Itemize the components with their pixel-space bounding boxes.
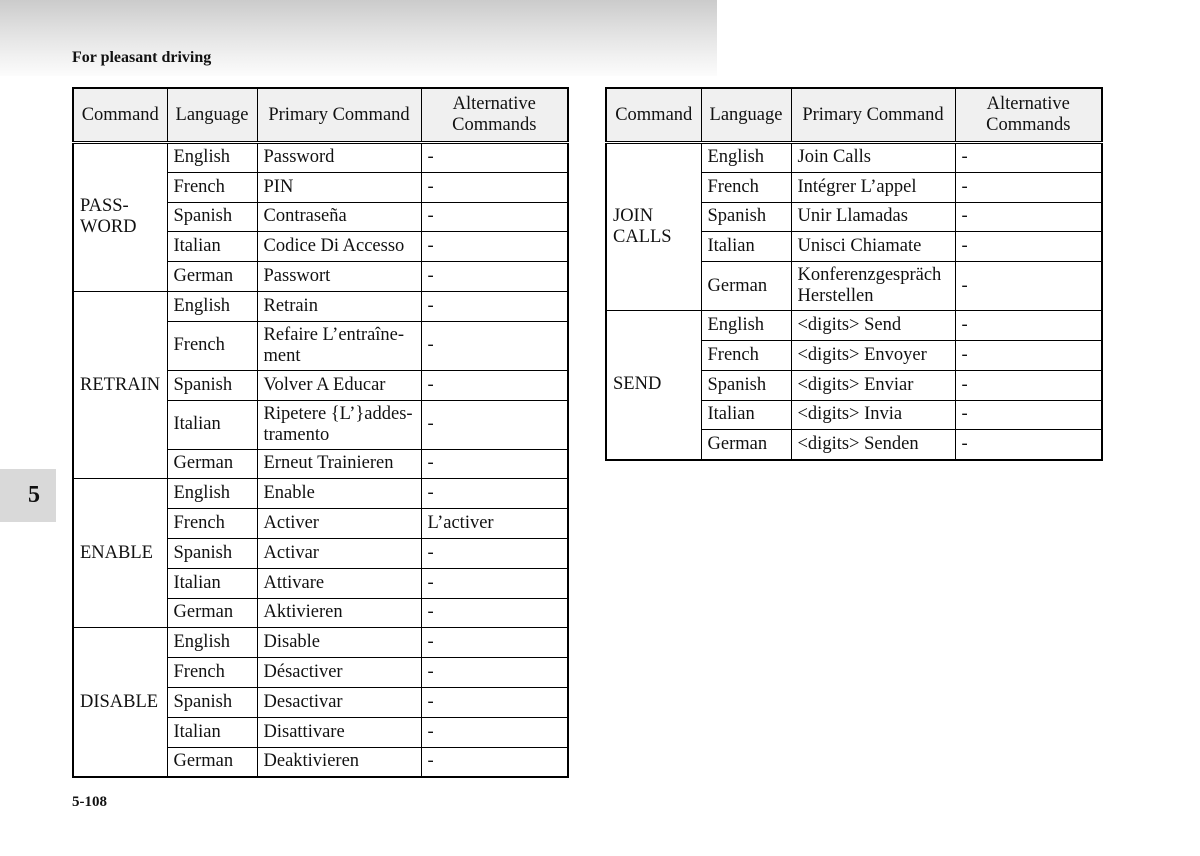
language-cell: French <box>701 340 791 370</box>
alternative-command-cell: - <box>955 430 1102 460</box>
primary-command-cell: Intégrer L’appel <box>791 172 955 202</box>
alternative-command-cell: - <box>421 658 568 688</box>
language-cell: English <box>701 143 791 173</box>
alternative-command-cell: L’activer <box>421 509 568 539</box>
chapter-number: 5 <box>28 482 40 508</box>
primary-command-cell: Désactiver <box>257 658 421 688</box>
header-row <box>606 88 1102 143</box>
primary-command-cell: Unisci Chiamate <box>791 232 955 262</box>
primary-command-cell: Desactivar <box>257 687 421 717</box>
primary-command-cell: <digits> Senden <box>791 430 955 460</box>
language-cell: Italian <box>167 568 257 598</box>
alternative-command-cell: - <box>421 400 568 449</box>
alternative-command-cell: - <box>421 370 568 400</box>
header-language: Language <box>701 88 791 143</box>
alternative-command-cell: - <box>421 143 568 173</box>
primary-command-cell: Join Calls <box>791 143 955 173</box>
primary-command-cell: Activar <box>257 538 421 568</box>
alternative-command-cell: - <box>955 172 1102 202</box>
alternative-command-cell: - <box>955 311 1102 341</box>
primary-command-cell: Volver A Educar <box>257 370 421 400</box>
language-cell: Spanish <box>701 202 791 232</box>
command-cell: ENABLE <box>73 479 167 628</box>
primary-command-cell: Ripetere {L’}addes- tramento <box>257 400 421 449</box>
primary-command-cell: Attivare <box>257 568 421 598</box>
table-row <box>73 143 568 173</box>
alternative-command-cell: - <box>955 400 1102 430</box>
table-body <box>73 143 568 777</box>
primary-command-cell: Aktivieren <box>257 598 421 628</box>
alternative-command-cell: - <box>421 291 568 321</box>
alternative-command-cell: - <box>955 340 1102 370</box>
voice-command-table-left <box>72 87 569 778</box>
language-cell: English <box>701 311 791 341</box>
alternative-command-cell: - <box>955 232 1102 262</box>
alternative-command-cell: - <box>421 628 568 658</box>
table-row <box>606 311 1102 341</box>
language-cell: Italian <box>701 400 791 430</box>
language-cell: French <box>701 172 791 202</box>
command-cell: RETRAIN <box>73 291 167 478</box>
primary-command-cell: Activer <box>257 509 421 539</box>
command-cell: PASS- WORD <box>73 143 167 292</box>
alternative-command-cell: - <box>955 143 1102 173</box>
alternative-command-cell: - <box>421 598 568 628</box>
table-row <box>73 628 568 658</box>
language-cell: Italian <box>701 232 791 262</box>
language-cell: English <box>167 143 257 173</box>
primary-command-cell: Refaire L’entraîne- ment <box>257 321 421 370</box>
alternative-command-cell: - <box>421 172 568 202</box>
language-cell: English <box>167 291 257 321</box>
voice-command-table-right <box>605 87 1103 461</box>
language-cell: German <box>167 262 257 292</box>
language-cell: Spanish <box>701 370 791 400</box>
alternative-command-cell: - <box>955 370 1102 400</box>
command-cell: DISABLE <box>73 628 167 777</box>
primary-command-cell: <digits> Invia <box>791 400 955 430</box>
primary-command-cell: <digits> Envoyer <box>791 340 955 370</box>
language-cell: German <box>167 747 257 777</box>
alternative-command-cell: - <box>421 449 568 479</box>
table-row <box>606 143 1102 173</box>
language-cell: French <box>167 172 257 202</box>
header-alternative-commands: Alternative Commands <box>421 88 568 143</box>
alternative-command-cell: - <box>421 717 568 747</box>
language-cell: French <box>167 321 257 370</box>
primary-command-cell: Disable <box>257 628 421 658</box>
header-primary-command: Primary Command <box>791 88 955 143</box>
language-cell: Spanish <box>167 687 257 717</box>
language-cell: English <box>167 479 257 509</box>
alternative-command-cell: - <box>421 202 568 232</box>
language-cell: Spanish <box>167 370 257 400</box>
alternative-command-cell: - <box>955 262 1102 311</box>
primary-command-cell: <digits> Send <box>791 311 955 341</box>
alternative-command-cell: - <box>421 538 568 568</box>
primary-command-cell: Unir Llamadas <box>791 202 955 232</box>
primary-command-cell: Codice Di Accesso <box>257 232 421 262</box>
primary-command-cell: Enable <box>257 479 421 509</box>
alternative-command-cell: - <box>421 687 568 717</box>
language-cell: Spanish <box>167 538 257 568</box>
language-cell: Italian <box>167 232 257 262</box>
header-alternative-commands: Alternative Commands <box>955 88 1102 143</box>
section-title: For pleasant driving <box>72 49 212 66</box>
page-number: 5-108 <box>72 794 107 810</box>
language-cell: German <box>701 430 791 460</box>
header-command: Command <box>606 88 701 143</box>
language-cell: Spanish <box>167 202 257 232</box>
primary-command-cell: Contraseña <box>257 202 421 232</box>
command-cell: JOIN CALLS <box>606 143 701 311</box>
alternative-command-cell: - <box>421 262 568 292</box>
primary-command-cell: PIN <box>257 172 421 202</box>
primary-command-cell: <digits> Enviar <box>791 370 955 400</box>
table-row <box>73 291 568 321</box>
header-language: Language <box>167 88 257 143</box>
primary-command-cell: Disattivare <box>257 717 421 747</box>
primary-command-cell: Erneut Trainieren <box>257 449 421 479</box>
primary-command-cell: Password <box>257 143 421 173</box>
alternative-command-cell: - <box>421 479 568 509</box>
alternative-command-cell: - <box>421 321 568 370</box>
alternative-command-cell: - <box>955 202 1102 232</box>
language-cell: German <box>167 598 257 628</box>
primary-command-cell: Passwort <box>257 262 421 292</box>
header-primary-command: Primary Command <box>257 88 421 143</box>
language-cell: German <box>701 262 791 311</box>
alternative-command-cell: - <box>421 568 568 598</box>
language-cell: German <box>167 449 257 479</box>
primary-command-cell: Retrain <box>257 291 421 321</box>
table-body <box>606 143 1102 460</box>
alternative-command-cell: - <box>421 747 568 777</box>
language-cell: Italian <box>167 717 257 747</box>
primary-command-cell: Konferenzgespräch Herstellen <box>791 262 955 311</box>
header-command: Command <box>73 88 167 143</box>
header-row <box>73 88 568 143</box>
language-cell: Italian <box>167 400 257 449</box>
primary-command-cell: Deaktivieren <box>257 747 421 777</box>
language-cell: French <box>167 658 257 688</box>
language-cell: French <box>167 509 257 539</box>
alternative-command-cell: - <box>421 232 568 262</box>
command-cell: SEND <box>606 311 701 460</box>
language-cell: English <box>167 628 257 658</box>
table-row <box>73 479 568 509</box>
